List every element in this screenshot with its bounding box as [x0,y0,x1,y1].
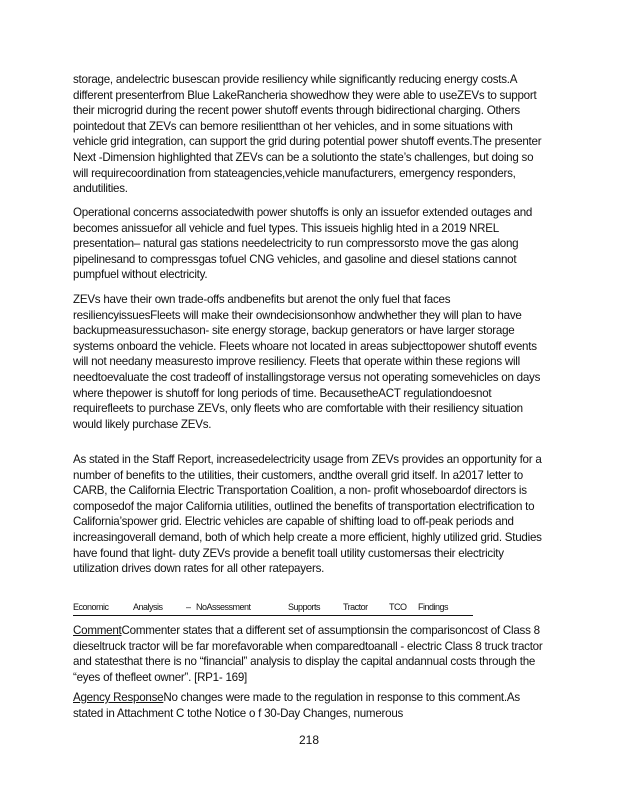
agency-response-label: Agency Response [73,691,164,704]
comment-paragraph [73,623,545,685]
heading-findings: Findings [418,602,449,612]
heading-supports: Supports [288,602,321,612]
paragraph-zev-tradeoffs: ZEVs have their own trade-offs andbenefits but arenot the only fuel that faces resiliencyissuesFleets will make their owndecisionsonhow andwhether they will plan to have backupmeasuressuchason- site energy storage, backup generators or have larger storage systems onboard the vehicle. Fleets whoare not located in areas subjecttopower shutoff events will not needany measuresto improve resiliency. Fleets that operate within these regions will needtoevaluate the cost tradeoff of installingstorage versus not operating somevehicles on days where thepower is shutoff for long periods of time. BecausetheACT regulationdoesnot requirefleets to purchase ZEVs, only fleets who are comfortable with their resiliency situation would likely purchase ZEVs. [73,293,541,431]
paragraph-operational-concerns: Operational concerns associatedwith power shutoffs is only an issuefor extended outages and becomes anissuefor all vehicle and fuel types. This issueis highlig hted in a 2019 NREL presentation– natural gas stations needelectricity to run compressorsto move the gas along pipelinesand to compressgas tofuel CNG vehicles, and gasoline and diesel stations cannot pumpfuel without electricity. [73,206,533,282]
heading-analysis: Analysis [133,602,163,612]
comment-text: Commenter states that a different set of assumptionsin the comparisoncost of Class 8 dieseltruck tractor will be far morefavorable when comparedtoanall - electric Class 8 truck tractor and statesthat there is no “financial” analysis to display the capital andannual costs through the “eyes of thefleet owner”. [RP1- 169] [73,624,543,684]
page-number: 218 [298,733,320,747]
heading-dash: – [186,602,191,612]
heading-economic: Economic [73,602,109,612]
heading-no-assessment: NoAssessment [196,602,251,612]
heading-tractor: Tractor [343,602,368,612]
paragraph-grid-benefits: As stated in the Staff Report, increasedelectricity usage from ZEVs provides an opportunity for a number of benefits to the utilities, their customers, andthe overall grid itself. In a2017 letter to CARB, the California Electric Transportation Coalition, a non- profit whoseboardof directors is composedof the major California utilities, outlined the benefits of transportation electrification to California’spower grid. Electric vehicles are capable of shifting load to off-peak periods and increasingoverall demand, both of which help create a more efficient, highly utilized grid. Studies have found that light- duty ZEVs provide a benefit toall utility customersas their electricity utilization drives down rates for all other ratepayers. [73,453,542,576]
section-heading [73,601,473,616]
agency-response-paragraph [73,690,545,721]
heading-tco: TCO [389,602,407,612]
paragraph-resiliency-presenters: storage, andelectric busescan provide resiliency while significantly reducing energy costs.A different presenterfrom Blue LakeRancheria showedhow they were able to useZEVs to support their microgrid during the recent power shutoff events through bidirectional charging. Others pointedout that ZEVs can bemore resilientthan ot her vehicles, and in some situations with vehicle grid integration, can support the grid during potential power shutoff events.The presenter Next -Dimension highlighted that ZEVs can be a solutionto the state’s challenges, but doing so will requirecoordination from stateagencies,vehicle manufacturers, emergency responders, andutilities. [73,73,542,196]
comment-label: Comment [73,624,122,637]
agency-response-text: No changes were made to the regulation in response to this comment.As stated in Attachment C tothe Notice o f 30-Day Changes, numerous [73,691,520,720]
